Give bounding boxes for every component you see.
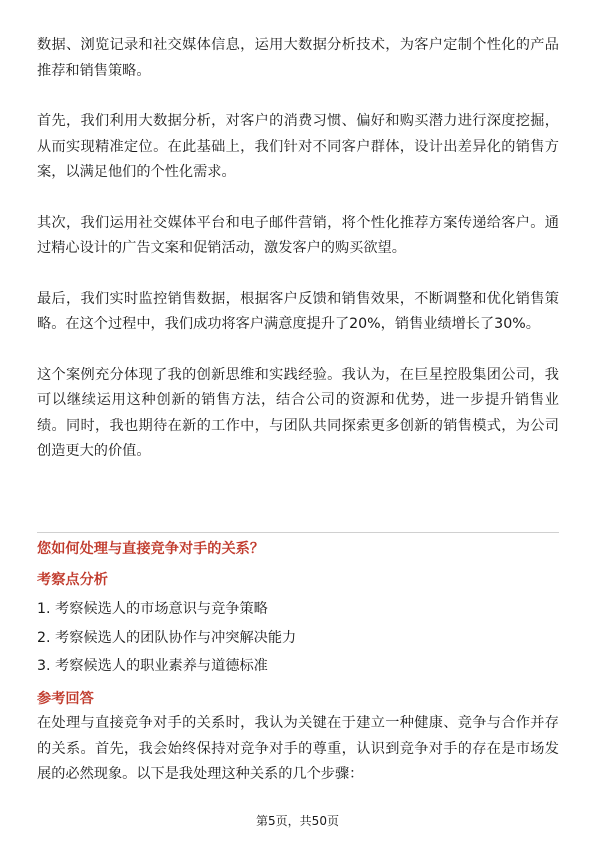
paragraph: 最后，我们实时监控销售数据，根据客户反馈和销售效果，不断调整和优化销售策略。在这个过程中，我们成功将客户满意度提升了20%，销售业绩增长了30%。 — [37, 290, 559, 332]
paragraph: 数据、浏览记录和社交媒体信息，运用大数据分析技术，为客户定制个性化的产品推荐和销售策略。 — [37, 37, 559, 79]
body-text — [37, 33, 559, 465]
analysis-heading: 考察点分析 — [37, 572, 108, 588]
paragraph: 这个案例充分体现了我的创新思维和实践经验。我认为，在巨星控股集团公司，我可以继续运用这种创新的销售方法，结合公司的资源和优势，进一步提升销售业绩。同时，我也期待在新的工作中，与团队共同探索更多创新的销售模式，为公司创造更大的价值。 — [37, 366, 559, 459]
paragraph: 首先，我们利用大数据分析，对客户的消费习惯、偏好和购买潜力进行深度挖掘，从而实现精准定位。在此基础上，我们针对不同客户群体，设计出差异化的销售方案，以满足他们的个性化需求。 — [37, 113, 559, 180]
question-heading: 您如何处理与直接竞争对手的关系？ — [37, 541, 265, 557]
list-item: 3. 考察候选人的职业素养与道德标准 — [37, 658, 268, 674]
list-item: 1. 考察候选人的市场意识与竞争策略 — [37, 601, 268, 617]
answer-heading: 参考回答 — [37, 691, 94, 707]
answer-body — [37, 711, 559, 788]
list-item: 2. 考察候选人的团队协作与冲突解决能力 — [37, 629, 297, 646]
paragraph: 其次，我们运用社交媒体平台和电子邮件营销，将个性化推荐方案传递给客户。通过精心设计的广告文案和促销活动，激发客户的购买欲望。 — [37, 214, 559, 256]
section-divider — [37, 532, 559, 533]
analysis-list — [37, 595, 559, 681]
page-number: 第5页，共50页 — [256, 814, 339, 828]
answer-text: 在处理与直接竞争对手的关系时，我认为关键在于建立一种健康、竞争与合作并存的关系。首先，我会始终保持对竞争对手的尊重，认识到竞争对手的存在是市场发展的必然现象。以下是我处理这种关系的几个步骤： — [37, 715, 559, 782]
